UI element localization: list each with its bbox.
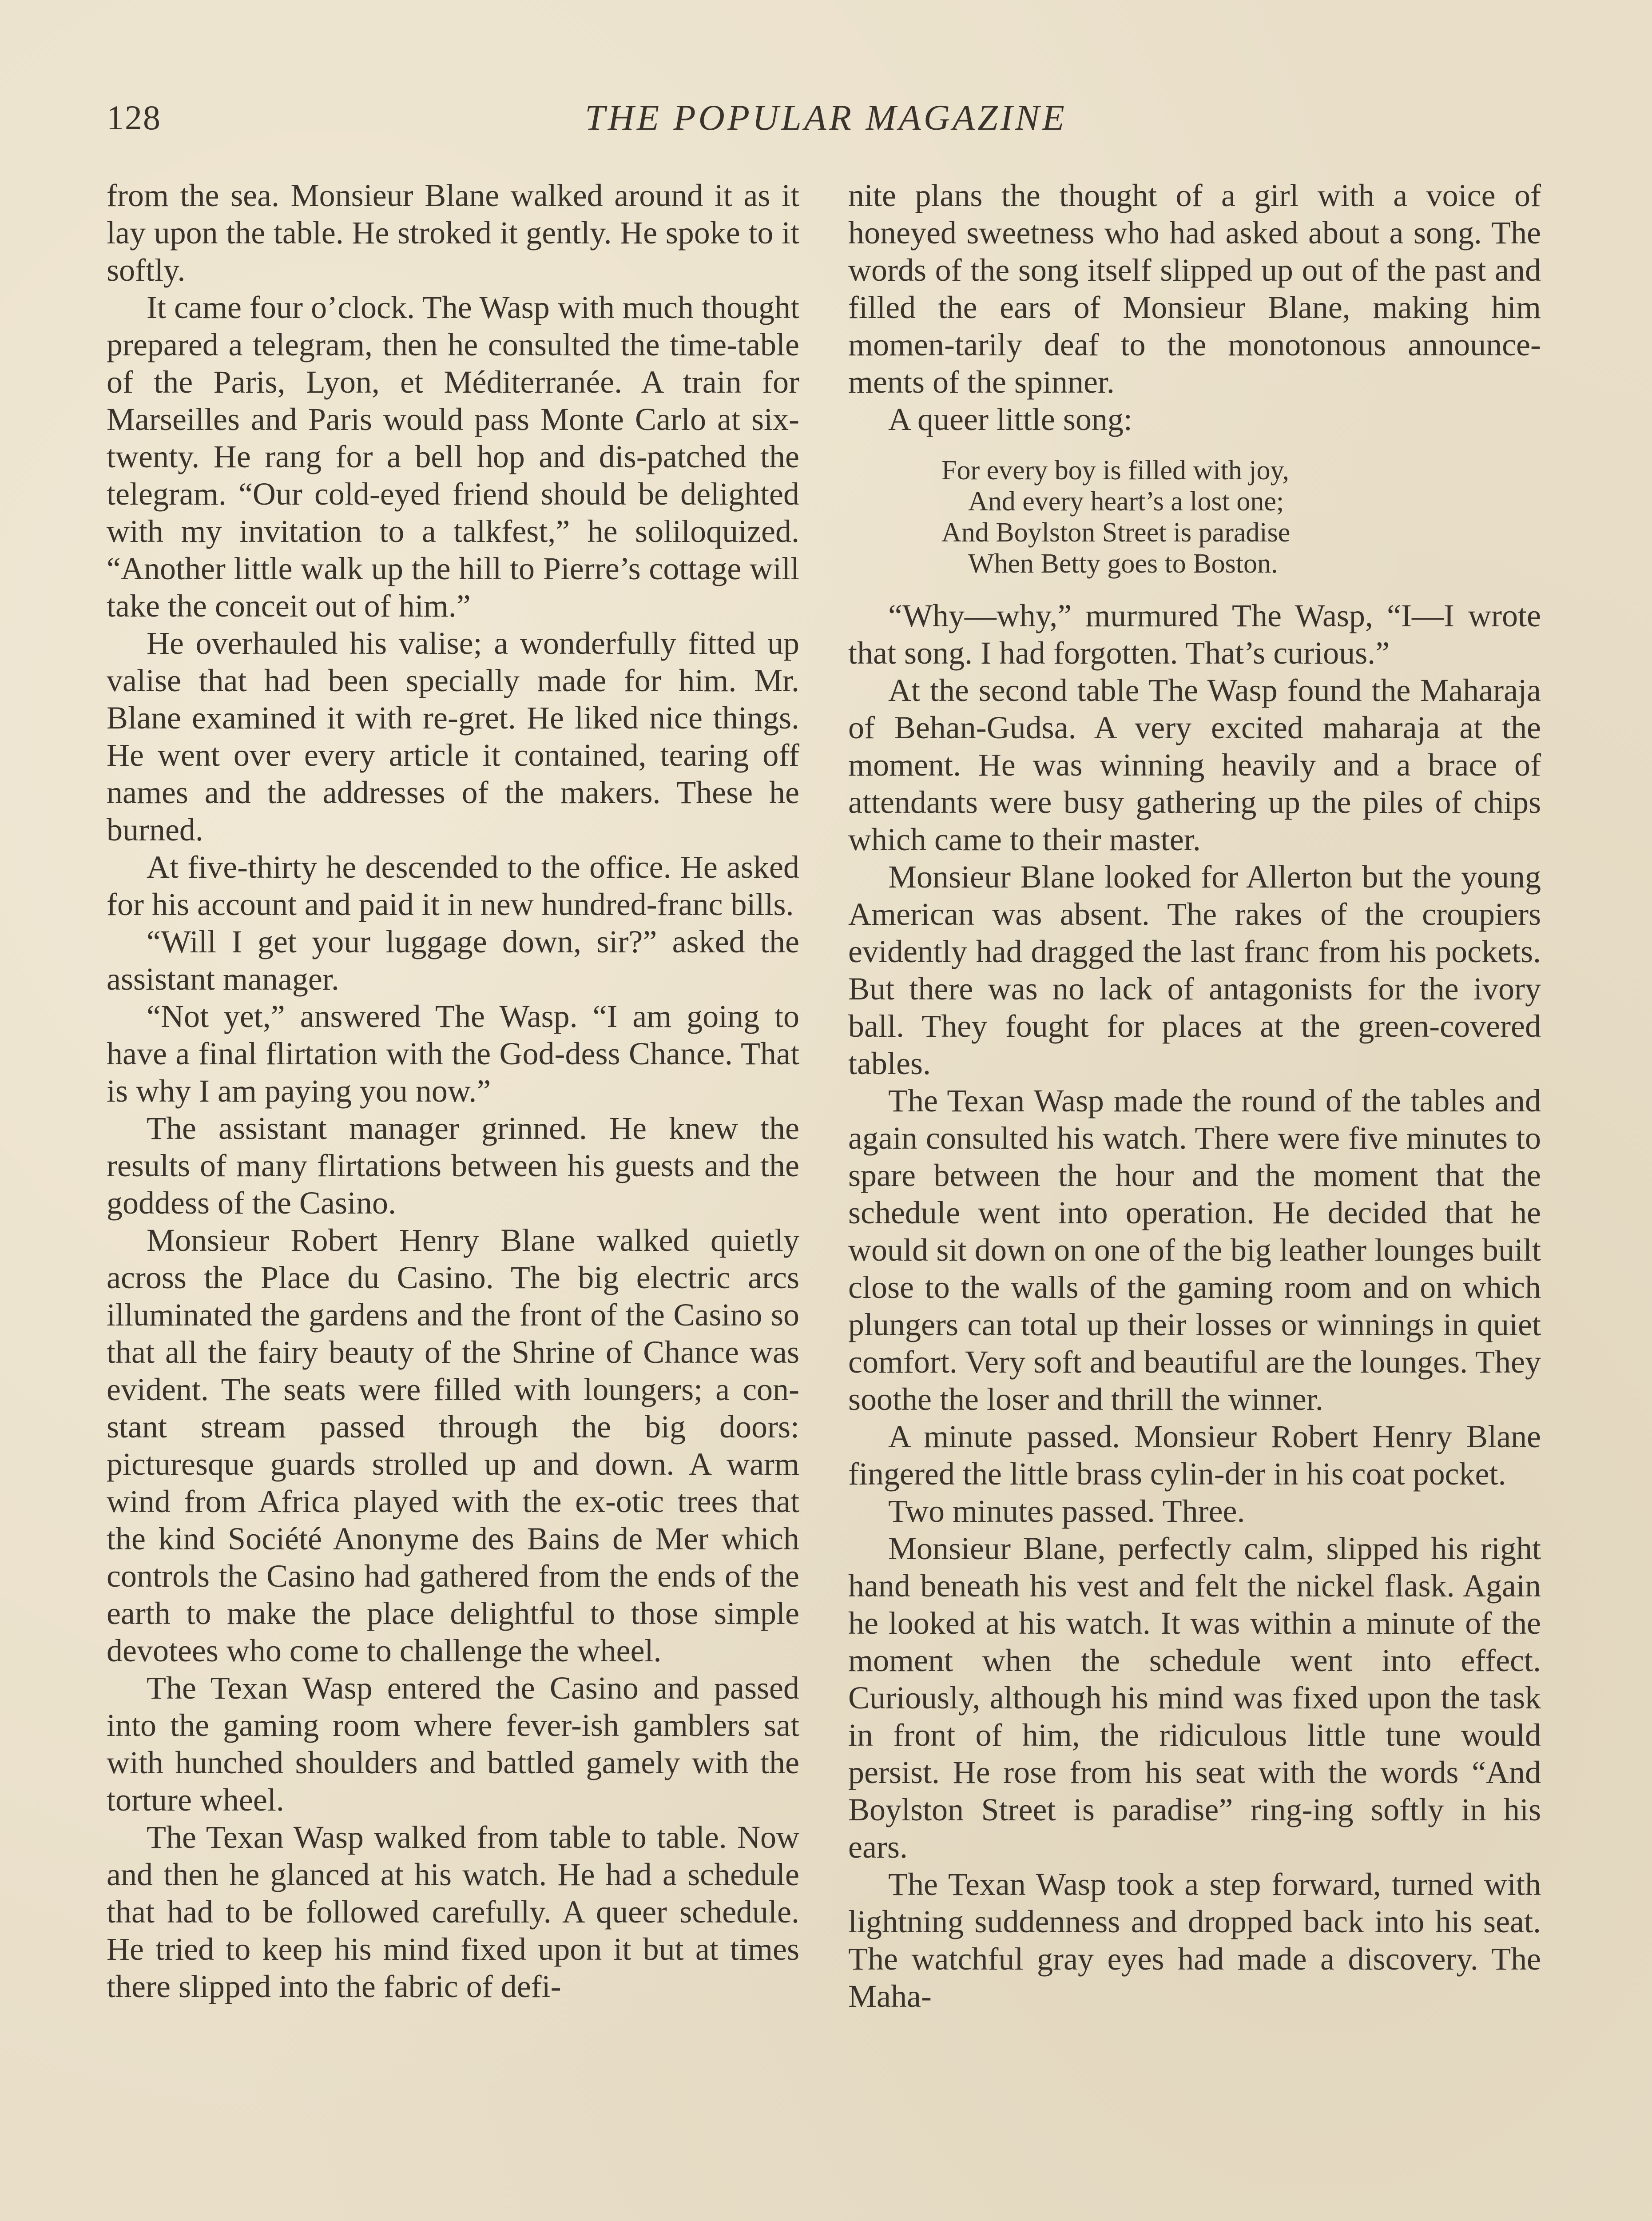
verse-line: And Boylston Street is paradise [941,517,1291,548]
paragraph: It came four o’clock. The Wasp with much thought prepared a telegram, then he consulted the time-table of the Paris, Lyon, et Méditerranée. A train for Marseilles and Paris would pass Monte Carlo at six-twenty. He rang for a bell hop and dis-patched the telegram. “Our cold-eyed friend should be delighted with my invitation to a talkfest,” he soliloquized. “Another little walk up the hill to Pierre’s cottage will take the conceit out of him.” [107,290,799,624]
paragraph: nite plans the thought of a girl with a voice of honeyed sweetness who had asked about a song. The words of the song itself slipped up out of the past and filled the ears of Monsieur Blane, making him momen-tarily deaf to the monotonous announce-ments of the spinner. [848,178,1541,400]
paragraph: “Will I get your luggage down, sir?” asked the assistant manager. [107,924,799,997]
paragraph: Monsieur Robert Henry Blane walked quietly across the Place du Casino. The big electric arcs illuminated the gardens and the front of the Casino so that all the fairy beauty of the Shrine of Chance was evident. The seats were filled with loungers; a con-stant stream passed through the big doors: picturesque guards strolled up and down. A warm wind from Africa played with the ex-otic trees that the kind Société Anonyme des Bains de Mer which controls the Casino had gathered from the ends of the earth to make the place delightful to those simple devotees who come to challenge the wheel. [107,1222,799,1668]
paragraph: The Texan Wasp walked from table to table. Now and then he glanced at his watch. He had a schedule that had to be followed carefully. A queer schedule. He tried to keep his mind fixed upon it but at times there slipped into the fabric of defi- [107,1819,799,2004]
page-header [107,93,1545,142]
page-number: 128 [107,98,161,137]
paragraph: The assistant manager grinned. He knew the results of many flirtations between his guests and the goddess of the Casino. [107,1110,799,1221]
paragraph: “Not yet,” answered The Wasp. “I am going to have a final flirtation with the God-dess Chance. That is why I am paying you now.” [107,999,799,1109]
paragraph: A queer little song: [888,402,1132,437]
paragraph: The Texan Wasp made the round of the tables and again consulted his watch. There were five minutes to spare between the hour and the moment that the schedule went into operation. He decided that he would sit down on one of the big leather lounges built close to the walls of the gaming room and on which plungers can total up their losses or winnings in quiet comfort. Very soft and beautiful are the lounges. They soothe the loser and thrill the winner. [848,1083,1541,1417]
song-verse [848,455,1541,579]
paragraph: At the second table The Wasp found the Maharaja of Behan-Gudsa. A very excited maharaja at the moment. He was winning heavily and a brace of attendants were busy gathering up the piles of chips which came to their master. [848,673,1541,857]
paragraph: He overhauled his valise; a wonderfully fitted up valise that had been specially made for him. Mr. Blane examined it with re-gret. He liked nice things. He went over every article it contained, tearing off names and the addresses of the makers. These he burned. [107,625,799,848]
left-column [107,177,799,2005]
paragraph: “Why—why,” murmured The Wasp, “I—I wrote that song. I had forgotten. That’s curious.” [848,598,1541,671]
running-title: THE POPULAR MAGAZINE [585,97,1067,138]
paragraph: At five-thirty he descended to the office. He asked for his account and paid it in new hundred-franc bills. [107,849,799,922]
verse-line: When Betty goes to Boston. [968,549,1278,579]
verse-line: For every boy is filled with joy, [941,455,1289,486]
paragraph: The Texan Wasp entered the Casino and passed into the gaming room where fever-ish gamblers sat with hunched shoulders and battled gamely with the torture wheel. [107,1670,799,1818]
paragraph: The Texan Wasp took a step forward, turned with lightning suddenness and dropped back into his seat. The watchful gray eyes had made a discovery. The Maha- [848,1867,1541,2014]
paragraph: Monsieur Blane looked for Allerton but the young American was absent. The rakes of the croupiers evidently had dragged the last franc from his pockets. But there was no lack of antagonists for the ivory ball. They fought for places at the green-covered tables. [848,859,1541,1081]
paragraph: Monsieur Blane, perfectly calm, slipped his right hand beneath his vest and felt the nickel flask. Again he looked at his watch. It was within a minute of the moment when the schedule went into effect. Curiously, although his mind was fixed upon the task in front of him, the ridiculous little tune would persist. He rose from his seat with the words “And Boylston Street is paradise” ring-ing softly in his ears. [848,1531,1541,1865]
right-column [848,177,1541,2015]
paragraph: from the sea. Monsieur Blane walked around it as it lay upon the table. He stroked it gently. He spoke to it softly. [107,178,799,288]
paragraph: A minute passed. Monsieur Robert Henry Blane fingered the little brass cylin-der in his coat pocket. [848,1419,1541,1492]
paragraph: Two minutes passed. Three. [888,1493,1245,1529]
verse-line: And every heart’s a lost one; [968,486,1284,517]
